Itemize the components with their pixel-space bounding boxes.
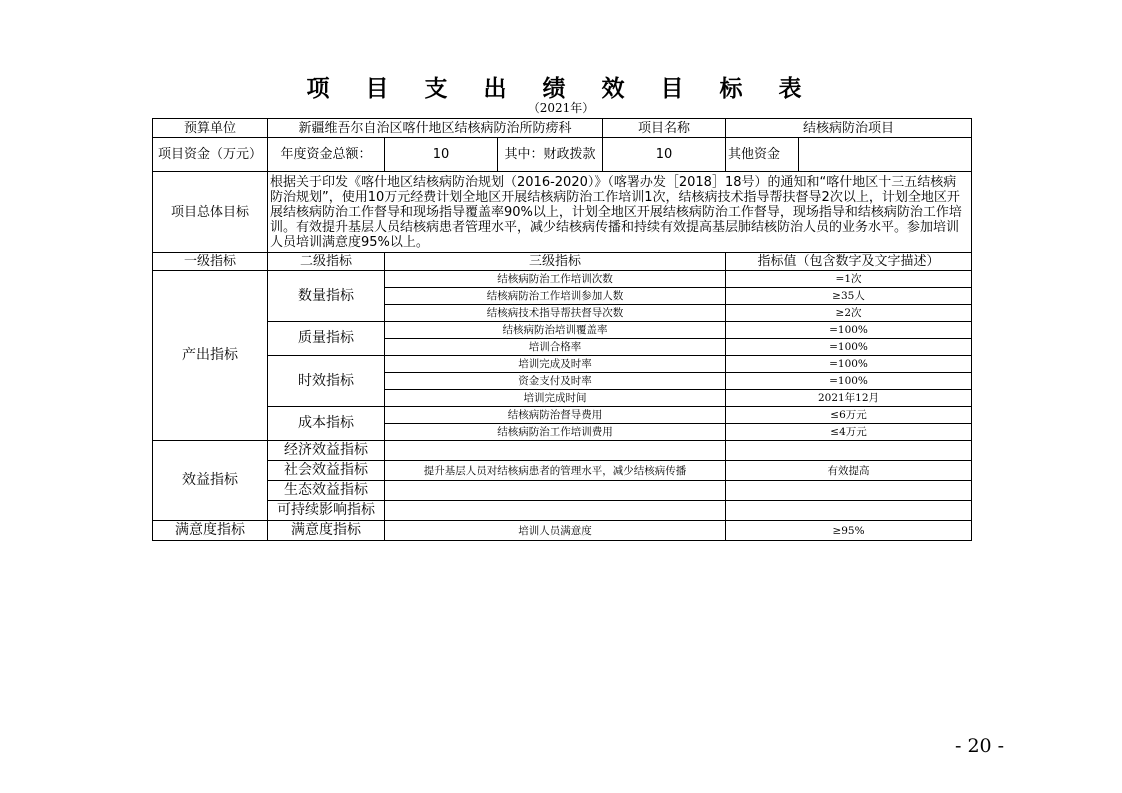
- indicator-value: ≥95%: [726, 521, 972, 541]
- indicator-name: 结核病技术指导帮扶督导次数: [385, 305, 726, 322]
- indicator-value: =1次: [726, 271, 972, 288]
- annual-total-value: 10: [385, 138, 498, 172]
- indicator-name: [385, 481, 726, 501]
- fiscal-label: 其中：财政拨款: [498, 138, 603, 172]
- economic-benefit-label: 经济效益指标: [268, 441, 385, 461]
- indicator-name: 培训人员满意度: [385, 521, 726, 541]
- funds-label: 项目资金（万元）: [153, 138, 268, 172]
- budget-unit-row: [153, 119, 972, 138]
- level3-header: 三级指标: [385, 253, 726, 271]
- column-header-row: [153, 253, 972, 271]
- ecological-benefit-label: 生态效益指标: [268, 481, 385, 501]
- indicator-value: =100%: [726, 356, 972, 373]
- table-row: [153, 501, 972, 521]
- indicator-value: ≥2次: [726, 305, 972, 322]
- overall-goal-label: 项目总体目标: [153, 172, 268, 253]
- indicator-value: =100%: [726, 339, 972, 356]
- indicator-value: =100%: [726, 373, 972, 390]
- overall-goal-row: [153, 172, 972, 253]
- indicator-value: ≤6万元: [726, 407, 972, 424]
- other-funds-value: [799, 138, 972, 172]
- quantity-indicator-label: 数量指标: [268, 271, 385, 322]
- indicator-name: 提升基层人员对结核病患者的管理水平，减少结核病传播: [385, 461, 726, 481]
- project-name-label: 项目名称: [603, 119, 726, 138]
- table-row: [153, 461, 972, 481]
- benefit-indicator-label: 效益指标: [153, 441, 268, 521]
- level1-header: 一级指标: [153, 253, 268, 271]
- indicator-name: 资金支付及时率: [385, 373, 726, 390]
- indicator-value: [726, 481, 972, 501]
- table-row: [153, 356, 972, 373]
- level2-header: 二级指标: [268, 253, 385, 271]
- document-year: （2021年）: [527, 101, 595, 115]
- annual-total-label: 年度资金总额：: [268, 138, 385, 172]
- indicator-name: 培训合格率: [385, 339, 726, 356]
- table-row: [153, 322, 972, 339]
- cost-indicator-label: 成本指标: [268, 407, 385, 441]
- budget-unit-label: 预算单位: [153, 119, 268, 138]
- indicator-value: 2021年12月: [726, 390, 972, 407]
- indicator-value: =100%: [726, 322, 972, 339]
- overall-goal-text: 根据关于印发《喀什地区结核病防治规划（2016-2020）》（喀署办发［2018］18号）的通知和“喀什地区十三五结核病防治规划”，使用10万元经费计划全地区开展结核病防治工作培训1次，结核病技术指导帮扶督导2次以上，计划全地区开展结核病防治工作督导和现场指导覆盖率90%以上，计划全地区开展结核病防治工作督导，现场指导和结核病防治工作培训。有效提升基层人员结核病患者管理水平，减少结核病传播和持续有效提高基层肺结核防治人员的业务水平。参加培训人员培训满意度95%以上。: [268, 172, 972, 253]
- table-row: [153, 441, 972, 461]
- value-header: 指标值（包含数字及文字描述）: [726, 253, 972, 271]
- indicator-value: ≤4万元: [726, 424, 972, 441]
- fiscal-value: 10: [603, 138, 726, 172]
- table-row: [153, 271, 972, 288]
- indicator-value: ≥35人: [726, 288, 972, 305]
- quality-indicator-label: 质量指标: [268, 322, 385, 356]
- funds-row: [153, 138, 972, 172]
- social-benefit-label: 社会效益指标: [268, 461, 385, 481]
- performance-target-table: [152, 118, 972, 541]
- satisfaction-indicator-label: 满意度指标: [153, 521, 268, 541]
- indicator-name: 结核病防治督导费用: [385, 407, 726, 424]
- indicator-value: [726, 501, 972, 521]
- indicator-value: [726, 441, 972, 461]
- document-title: 项 目 支 出 绩 效 目 标 表: [306, 76, 816, 102]
- indicator-name: 结核病防治工作培训参加人数: [385, 288, 726, 305]
- indicator-name: 结核病防治工作培训费用: [385, 424, 726, 441]
- page-number: - 20 -: [955, 735, 1005, 757]
- sustainability-label: 可持续影响指标: [268, 501, 385, 521]
- table-row: [153, 407, 972, 424]
- indicator-name: 培训完成及时率: [385, 356, 726, 373]
- satisfaction-level2-label: 满意度指标: [268, 521, 385, 541]
- indicator-value: 有效提高: [726, 461, 972, 481]
- indicator-name: [385, 441, 726, 461]
- other-funds-label: 其他资金: [726, 138, 799, 172]
- output-indicator-label: 产出指标: [153, 271, 268, 441]
- indicator-name: 结核病防治工作培训次数: [385, 271, 726, 288]
- indicator-name: [385, 501, 726, 521]
- table-row: [153, 481, 972, 501]
- indicator-name: 结核病防治培训覆盖率: [385, 322, 726, 339]
- project-name-value: 结核病防治项目: [726, 119, 972, 138]
- budget-unit-value: 新疆维吾尔自治区喀什地区结核病防治所防痨科: [268, 119, 603, 138]
- indicator-name: 培训完成时间: [385, 390, 726, 407]
- table-row: [153, 521, 972, 541]
- timeliness-indicator-label: 时效指标: [268, 356, 385, 407]
